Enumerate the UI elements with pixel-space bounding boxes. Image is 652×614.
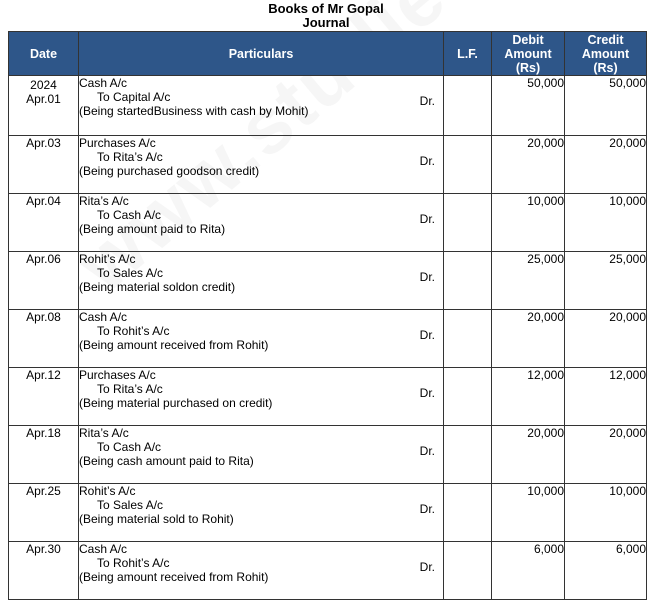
journal-entry-row bbox=[9, 310, 647, 368]
col-header-debit-line: Amount bbox=[504, 46, 552, 61]
col-header-credit-line: Credit bbox=[587, 32, 624, 47]
debit-account: Cash A/c bbox=[79, 76, 128, 90]
entry-credit-amount: 20,000 bbox=[565, 310, 647, 368]
entry-date-cell bbox=[9, 310, 79, 368]
entry-date: Apr.08 bbox=[26, 310, 61, 324]
credit-account: To Sales A/c bbox=[97, 498, 164, 512]
journal-entry-row bbox=[9, 484, 647, 542]
table-header-row bbox=[9, 32, 647, 76]
dr-label: Dr. bbox=[419, 560, 435, 574]
debit-account: Purchases A/c bbox=[79, 368, 156, 382]
entry-date-cell bbox=[9, 368, 79, 426]
debit-account: Rita’s A/c bbox=[79, 194, 129, 208]
document-title: Books of Mr Gopal bbox=[268, 1, 384, 16]
col-header-credit-line: Amount bbox=[581, 46, 630, 61]
entry-debit-amount: 10,000 bbox=[492, 194, 565, 252]
entry-lf bbox=[444, 136, 492, 194]
journal-body bbox=[9, 76, 647, 600]
entry-date-cell bbox=[9, 484, 79, 542]
dr-label: Dr. bbox=[419, 386, 435, 400]
entry-date-cell bbox=[9, 136, 79, 194]
entry-date: Apr.03 bbox=[26, 136, 61, 150]
dr-label: Dr. bbox=[419, 502, 435, 516]
credit-account: To Rohit’s A/c bbox=[97, 324, 170, 338]
entry-date-cell bbox=[9, 194, 79, 252]
narration: (Being startedBusiness with cash by Mohit) bbox=[79, 104, 309, 118]
entry-lf bbox=[444, 368, 492, 426]
entry-debit-amount: 20,000 bbox=[492, 426, 565, 484]
entry-debit-amount: 50,000 bbox=[492, 76, 565, 136]
col-header-date: Date bbox=[9, 32, 79, 76]
dr-label: Dr. bbox=[419, 154, 435, 168]
journal-entry-row bbox=[9, 136, 647, 194]
entry-year: 2024 bbox=[30, 78, 57, 92]
entry-particulars bbox=[79, 426, 444, 484]
journal-entry-row bbox=[9, 542, 647, 600]
credit-account: To Rita’s A/c bbox=[97, 382, 163, 396]
entry-date: Apr.01 bbox=[26, 92, 61, 106]
entry-debit-amount: 20,000 bbox=[492, 136, 565, 194]
dr-label: Dr. bbox=[419, 444, 435, 458]
col-header-credit bbox=[565, 32, 647, 76]
entry-debit-amount: 12,000 bbox=[492, 368, 565, 426]
journal-table bbox=[8, 31, 647, 600]
entry-debit-amount: 10,000 bbox=[492, 484, 565, 542]
narration: (Being material purchased on credit) bbox=[79, 396, 273, 410]
entry-particulars bbox=[79, 194, 444, 252]
journal-entry-row bbox=[9, 426, 647, 484]
journal-entry-row bbox=[9, 194, 647, 252]
credit-account: To Rita’s A/c bbox=[97, 150, 163, 164]
entry-date: Apr.04 bbox=[26, 194, 61, 208]
entry-credit-amount: 25,000 bbox=[565, 252, 647, 310]
entry-particulars bbox=[79, 76, 444, 136]
entry-lf bbox=[444, 252, 492, 310]
debit-account: Rohit’s A/c bbox=[79, 252, 136, 266]
col-header-lf: L.F. bbox=[444, 32, 492, 76]
entry-particulars bbox=[79, 136, 444, 194]
document-subtitle: Journal bbox=[302, 15, 350, 30]
col-header-debit-line: (Rs) bbox=[515, 60, 541, 75]
entry-date-cell bbox=[9, 426, 79, 484]
credit-account: To Sales A/c bbox=[97, 266, 164, 280]
credit-account: To Cash A/c bbox=[97, 440, 162, 454]
entry-debit-amount: 6,000 bbox=[492, 542, 565, 600]
entry-date: Apr.12 bbox=[26, 368, 61, 382]
entry-lf bbox=[444, 194, 492, 252]
col-header-debit-line: Debit bbox=[512, 32, 544, 47]
entry-particulars bbox=[79, 484, 444, 542]
entry-credit-amount: 12,000 bbox=[565, 368, 647, 426]
col-header-debit bbox=[492, 32, 565, 76]
entry-particulars bbox=[79, 310, 444, 368]
col-header-credit-line: (Rs) bbox=[593, 60, 618, 75]
entry-credit-amount: 50,000 bbox=[565, 76, 647, 136]
entry-particulars bbox=[79, 252, 444, 310]
narration: (Being amount received from Rohit) bbox=[79, 338, 269, 352]
entry-date-cell bbox=[9, 252, 79, 310]
entry-credit-amount: 10,000 bbox=[565, 484, 647, 542]
narration: (Being amount paid to Rita) bbox=[79, 222, 226, 236]
entry-date-cell bbox=[9, 76, 79, 136]
entry-debit-amount: 25,000 bbox=[492, 252, 565, 310]
entry-credit-amount: 20,000 bbox=[565, 136, 647, 194]
entry-date-cell bbox=[9, 542, 79, 600]
debit-account: Rohit’s A/c bbox=[79, 484, 136, 498]
journal-entry-row bbox=[9, 252, 647, 310]
narration: (Being amount received from Rohit) bbox=[79, 570, 269, 584]
entry-lf bbox=[444, 426, 492, 484]
debit-account: Purchases A/c bbox=[79, 136, 156, 150]
entry-particulars bbox=[79, 542, 444, 600]
dr-label: Dr. bbox=[419, 212, 435, 226]
narration: (Being cash amount paid to Rita) bbox=[79, 454, 254, 468]
entry-lf bbox=[444, 542, 492, 600]
entry-lf bbox=[444, 484, 492, 542]
entry-lf bbox=[444, 310, 492, 368]
entry-credit-amount: 20,000 bbox=[565, 426, 647, 484]
credit-account: To Rohit’s A/c bbox=[97, 556, 170, 570]
credit-account: To Cash A/c bbox=[97, 208, 162, 222]
debit-account: Rita’s A/c bbox=[79, 426, 129, 440]
entry-debit-amount: 20,000 bbox=[492, 310, 565, 368]
dr-label: Dr. bbox=[419, 270, 435, 284]
entry-date: Apr.30 bbox=[26, 542, 61, 556]
journal-entry-row bbox=[9, 76, 647, 136]
journal-entry-row bbox=[9, 368, 647, 426]
col-header-particulars: Particulars bbox=[79, 32, 444, 76]
entry-credit-amount: 10,000 bbox=[565, 194, 647, 252]
entry-date: Apr.06 bbox=[26, 252, 61, 266]
entry-credit-amount: 6,000 bbox=[565, 542, 647, 600]
narration: (Being material sold to Rohit) bbox=[79, 512, 234, 526]
debit-account: Cash A/c bbox=[79, 310, 128, 324]
dr-label: Dr. bbox=[419, 328, 435, 342]
entry-particulars bbox=[79, 368, 444, 426]
entry-lf bbox=[444, 76, 492, 136]
narration: (Being purchased goodson credit) bbox=[79, 164, 260, 178]
debit-account: Cash A/c bbox=[79, 542, 128, 556]
credit-account: To Capital A/c bbox=[97, 90, 171, 104]
entry-date: Apr.25 bbox=[26, 484, 61, 498]
dr-label: Dr. bbox=[419, 94, 435, 108]
entry-date: Apr.18 bbox=[26, 426, 61, 440]
narration: (Being material soldon credit) bbox=[79, 280, 236, 294]
